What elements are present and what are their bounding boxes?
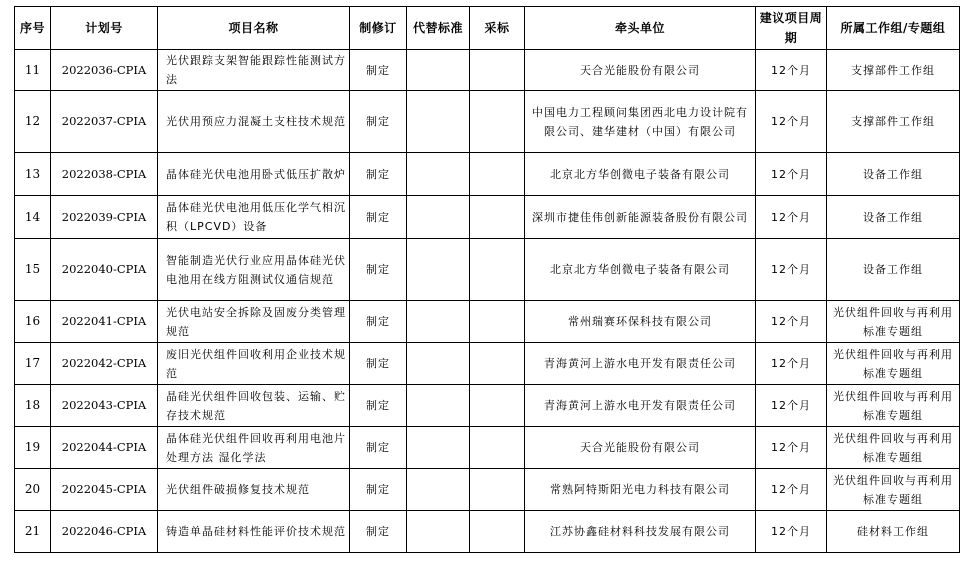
cell-plan-no: 2022042-CPIA xyxy=(51,343,158,385)
cell-lead: 青海黄河上游水电开发有限责任公司 xyxy=(525,343,756,385)
table-row xyxy=(15,91,960,153)
cell-project: 晶体硅光伏电池用卧式低压扩散炉 xyxy=(158,153,350,196)
cell-project: 废旧光伏组件回收利用企业技术规范 xyxy=(158,343,350,385)
cell-seq: 17 xyxy=(15,343,51,385)
cell-revise: 制定 xyxy=(350,469,407,511)
cell-adopt xyxy=(470,469,525,511)
table-row xyxy=(15,301,960,343)
table-row xyxy=(15,196,960,239)
cell-project: 铸造单晶硅材料性能评价技术规范 xyxy=(158,511,350,553)
header-replace: 代替标准 xyxy=(407,7,470,50)
header-lead: 牵头单位 xyxy=(525,7,756,50)
cell-revise: 制定 xyxy=(350,385,407,427)
cell-adopt xyxy=(470,343,525,385)
cell-period: 12个月 xyxy=(756,196,827,239)
cell-seq: 11 xyxy=(15,50,51,91)
table-row xyxy=(15,385,960,427)
header-plan-no: 计划号 xyxy=(51,7,158,50)
cell-adopt xyxy=(470,50,525,91)
cell-lead: 天合光能股份有限公司 xyxy=(525,427,756,469)
cell-plan-no: 2022044-CPIA xyxy=(51,427,158,469)
cell-period: 12个月 xyxy=(756,153,827,196)
cell-group: 硅材料工作组 xyxy=(827,511,960,553)
cell-lead: 青海黄河上游水电开发有限责任公司 xyxy=(525,385,756,427)
cell-plan-no: 2022046-CPIA xyxy=(51,511,158,553)
cell-plan-no: 2022043-CPIA xyxy=(51,385,158,427)
cell-project: 晶体硅光伏电池用低压化学气相沉积（LPCVD）设备 xyxy=(158,196,350,239)
cell-group: 光伏组件回收与再利用标准专题组 xyxy=(827,343,960,385)
cell-lead: 北京北方华创微电子装备有限公司 xyxy=(525,153,756,196)
cell-replace xyxy=(407,153,470,196)
cell-lead: 天合光能股份有限公司 xyxy=(525,50,756,91)
cell-replace xyxy=(407,239,470,301)
cell-seq: 15 xyxy=(15,239,51,301)
cell-group: 支撑部件工作组 xyxy=(827,91,960,153)
cell-group: 光伏组件回收与再利用标准专题组 xyxy=(827,301,960,343)
cell-lead: 深圳市捷佳伟创新能源装备股份有限公司 xyxy=(525,196,756,239)
cell-group: 光伏组件回收与再利用标准专题组 xyxy=(827,427,960,469)
table-row xyxy=(15,50,960,91)
cell-replace xyxy=(407,469,470,511)
cell-adopt xyxy=(470,196,525,239)
cell-replace xyxy=(407,427,470,469)
cell-lead: 常州瑞赛环保科技有限公司 xyxy=(525,301,756,343)
cell-seq: 14 xyxy=(15,196,51,239)
cell-revise: 制定 xyxy=(350,301,407,343)
cell-lead: 常熟阿特斯阳光电力科技有限公司 xyxy=(525,469,756,511)
cell-group: 设备工作组 xyxy=(827,239,960,301)
cell-adopt xyxy=(470,91,525,153)
cell-group: 设备工作组 xyxy=(827,196,960,239)
cell-adopt xyxy=(470,385,525,427)
cell-period: 12个月 xyxy=(756,343,827,385)
cell-lead: 中国电力工程顾问集团西北电力设计院有限公司、建华建材（中国）有限公司 xyxy=(525,91,756,153)
cell-plan-no: 2022041-CPIA xyxy=(51,301,158,343)
cell-replace xyxy=(407,50,470,91)
cell-group: 支撑部件工作组 xyxy=(827,50,960,91)
cell-plan-no: 2022039-CPIA xyxy=(51,196,158,239)
cell-replace xyxy=(407,91,470,153)
cell-replace xyxy=(407,511,470,553)
cell-revise: 制定 xyxy=(350,239,407,301)
cell-replace xyxy=(407,196,470,239)
cell-group: 设备工作组 xyxy=(827,153,960,196)
cell-adopt xyxy=(470,301,525,343)
cell-plan-no: 2022037-CPIA xyxy=(51,91,158,153)
cell-group: 光伏组件回收与再利用标准专题组 xyxy=(827,385,960,427)
standards-plan-table xyxy=(14,6,960,553)
header-project: 项目名称 xyxy=(158,7,350,50)
cell-adopt xyxy=(470,427,525,469)
cell-adopt xyxy=(470,153,525,196)
table-row xyxy=(15,427,960,469)
cell-project: 光伏跟踪支架智能跟踪性能测试方法 xyxy=(158,50,350,91)
cell-plan-no: 2022040-CPIA xyxy=(51,239,158,301)
header-seq: 序号 xyxy=(15,7,51,50)
cell-replace xyxy=(407,343,470,385)
document-page xyxy=(14,6,959,553)
cell-period: 12个月 xyxy=(756,239,827,301)
cell-period: 12个月 xyxy=(756,427,827,469)
cell-seq: 21 xyxy=(15,511,51,553)
cell-replace xyxy=(407,385,470,427)
cell-lead: 江苏协鑫硅材料科技发展有限公司 xyxy=(525,511,756,553)
header-row xyxy=(15,7,960,50)
cell-seq: 19 xyxy=(15,427,51,469)
header-period: 建议项目周期 xyxy=(756,7,827,50)
cell-period: 12个月 xyxy=(756,91,827,153)
cell-adopt xyxy=(470,239,525,301)
cell-lead: 北京北方华创微电子装备有限公司 xyxy=(525,239,756,301)
cell-period: 12个月 xyxy=(756,301,827,343)
cell-plan-no: 2022036-CPIA xyxy=(51,50,158,91)
table-row xyxy=(15,469,960,511)
cell-seq: 12 xyxy=(15,91,51,153)
table-row xyxy=(15,239,960,301)
cell-plan-no: 2022038-CPIA xyxy=(51,153,158,196)
cell-project: 晶硅光伏组件回收包装、运输、贮存技术规范 xyxy=(158,385,350,427)
cell-revise: 制定 xyxy=(350,511,407,553)
cell-period: 12个月 xyxy=(756,385,827,427)
cell-seq: 18 xyxy=(15,385,51,427)
table-row xyxy=(15,343,960,385)
cell-seq: 13 xyxy=(15,153,51,196)
cell-revise: 制定 xyxy=(350,427,407,469)
cell-adopt xyxy=(470,511,525,553)
cell-period: 12个月 xyxy=(756,50,827,91)
cell-revise: 制定 xyxy=(350,343,407,385)
header-group: 所属工作组/专题组 xyxy=(827,7,960,50)
cell-group: 光伏组件回收与再利用标准专题组 xyxy=(827,469,960,511)
table-row xyxy=(15,511,960,553)
cell-revise: 制定 xyxy=(350,153,407,196)
cell-revise: 制定 xyxy=(350,91,407,153)
cell-project: 光伏用预应力混凝土支柱技术规范 xyxy=(158,91,350,153)
cell-project: 光伏电站安全拆除及固废分类管理规范 xyxy=(158,301,350,343)
cell-plan-no: 2022045-CPIA xyxy=(51,469,158,511)
header-adopt: 采标 xyxy=(470,7,525,50)
cell-seq: 20 xyxy=(15,469,51,511)
table-row xyxy=(15,153,960,196)
cell-period: 12个月 xyxy=(756,469,827,511)
cell-revise: 制定 xyxy=(350,196,407,239)
cell-revise: 制定 xyxy=(350,50,407,91)
cell-project: 智能制造光伏行业应用晶体硅光伏电池用在线方阻测试仪通信规范 xyxy=(158,239,350,301)
cell-period: 12个月 xyxy=(756,511,827,553)
cell-replace xyxy=(407,301,470,343)
cell-project: 晶体硅光伏组件回收再利用电池片处理方法 湿化学法 xyxy=(158,427,350,469)
header-revise: 制修订 xyxy=(350,7,407,50)
cell-project: 光伏组件破损修复技术规范 xyxy=(158,469,350,511)
cell-seq: 16 xyxy=(15,301,51,343)
